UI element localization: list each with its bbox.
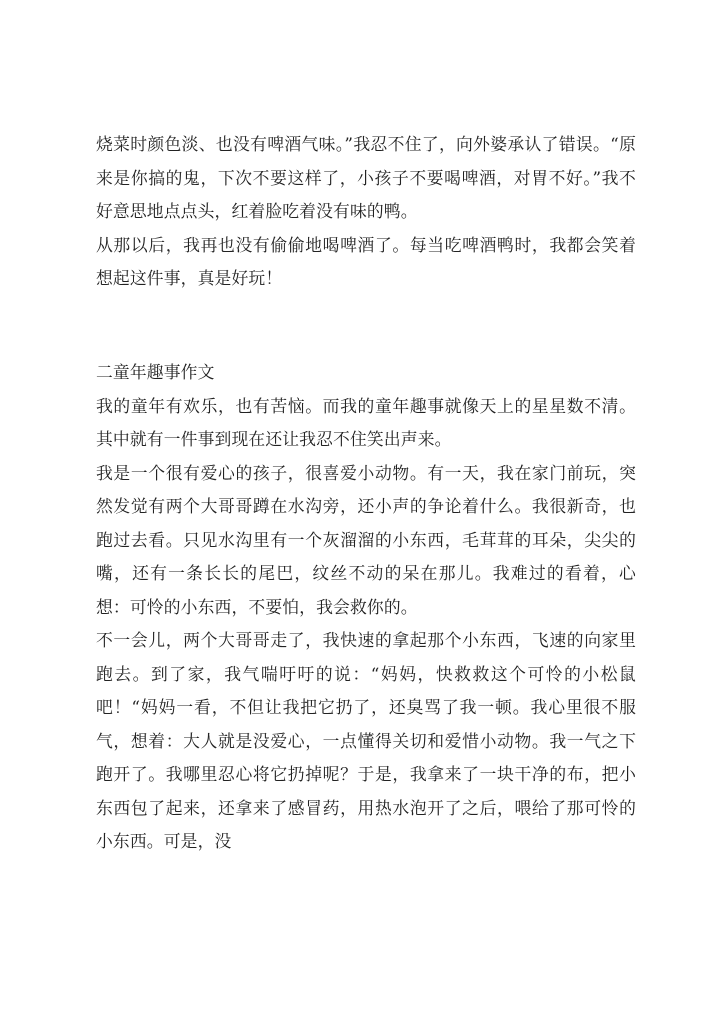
- essay-part-two: [96, 356, 636, 859]
- essay-part-one: [96, 128, 636, 296]
- paragraph: 从那以后，我再也没有偷偷地喝啤酒了。每当吃啤酒鸭时，我都会笑着想起这件事，真是好玩！: [96, 234, 636, 288]
- paragraph: 我是一个很有爱心的孩子，很喜爱小动物。有一天，我在家门前玩，突然发觉有两个大哥哥蹲在水沟旁，还小声的争论着什么。我很新奇，也跑过去看。只见水沟里有一个灰溜溜的小东西，毛茸茸的耳朵，尖尖的嘴，还有一条长长的尾巴，纹丝不动的呆在那儿。我难过的看着，心想：可怜的小东西，不要怕，我会救你的。: [96, 462, 636, 617]
- paragraph: 我的童年有欢乐，也有苦恼。而我的童年趣事就像天上的星星数不清。其中就有一件事到现在还让我忍不住笑出声来。: [96, 395, 636, 449]
- paragraph: 不一会儿，两个大哥哥走了，我快速的拿起那个小东西，飞速的向家里跑去。到了家，我气喘吁吁的说：“妈妈，快救救这个可怜的小松鼠吧！“妈妈一看，不但让我把它扔了，还臭骂了我一顿。我心里很不服气，想着：大人就是没爱心，一点懂得关切和爱惜小动物。我一气之下跑开了。我哪里忍心将它扔掉呢？于是，我拿来了一块干净的布，把小东西包了起来，还拿来了感冒药，用热水泡开了之后，喂给了那可怜的小东西。可是，没: [96, 630, 636, 851]
- section-heading: 二童年趣事作文: [96, 362, 215, 382]
- paragraph: 烧菜时颜色淡、也没有啤酒气味。”我忍不住了，向外婆承认了错误。“原来是你搞的鬼，下次不要这样了，小孩子不要喝啤酒，对胃不好。”我不好意思地点点头，红着脸吃着没有味的鸭。: [96, 134, 636, 221]
